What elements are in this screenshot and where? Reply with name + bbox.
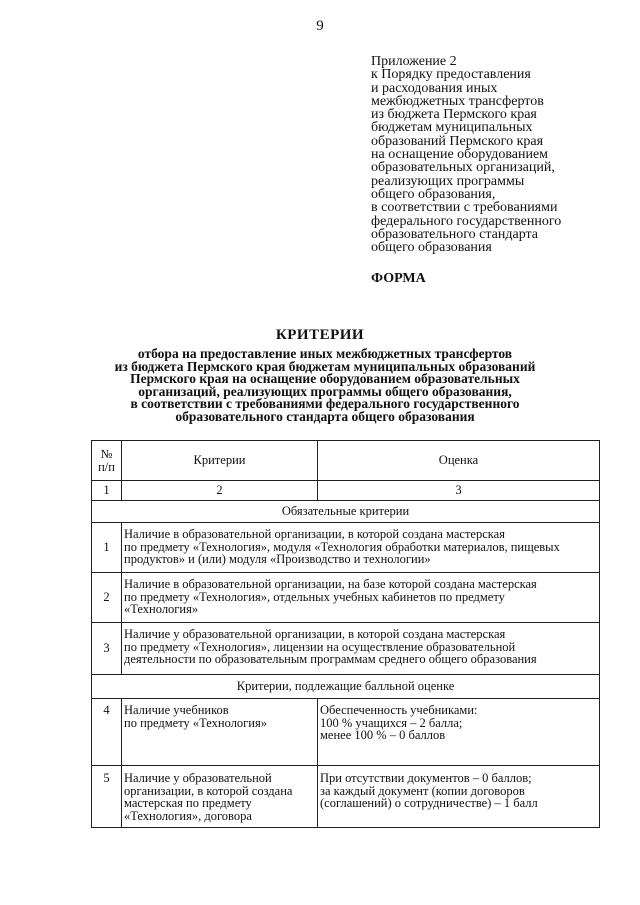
subtitle-line: образовательного стандарта общего образования bbox=[175, 408, 475, 424]
row-number: 2 bbox=[92, 573, 122, 623]
text-line: по предмету «Технология», модуля «Технология обработки материалов, пищевых bbox=[124, 539, 560, 554]
table-row bbox=[92, 523, 600, 573]
appendix-line: в соответствии с требованиями bbox=[371, 200, 558, 216]
appendix-line: общего образования bbox=[371, 240, 492, 256]
appendix-line: бюджетам муниципальных bbox=[371, 120, 533, 136]
text-line: организации, в которой создана bbox=[124, 783, 293, 798]
text-line: Обеспеченность учебниками: bbox=[320, 703, 478, 717]
text-line: продуктов» и (или) модуля «Производство и технологии» bbox=[124, 552, 431, 566]
header-num-cell bbox=[92, 441, 122, 481]
text-line: менее 100 % – 0 баллов bbox=[320, 728, 446, 742]
criteria-text bbox=[122, 699, 318, 766]
row-number: 4 bbox=[92, 699, 122, 766]
appendix-line: на оснащение оборудованием bbox=[371, 147, 549, 163]
appendix-line: межбюджетных трансфертов bbox=[371, 93, 544, 109]
header-score: Оценка bbox=[318, 441, 600, 481]
row-number: 5 bbox=[92, 766, 122, 828]
text-line: по предмету «Технология» bbox=[124, 715, 267, 730]
appendix-line: к Порядку предоставления bbox=[371, 67, 531, 83]
text-line: При отсутствии документов – 0 баллов; bbox=[320, 771, 532, 785]
table-row bbox=[92, 573, 600, 623]
criteria-text bbox=[122, 573, 600, 623]
appendix-line: образований Пермского края bbox=[371, 133, 544, 149]
document-subtitle bbox=[60, 348, 590, 424]
criteria-table bbox=[91, 440, 600, 828]
row-number: 3 bbox=[92, 623, 122, 675]
subtitle-line: в соответствии с требованиями федерального государственного bbox=[130, 396, 520, 412]
text-line: «Технология» bbox=[124, 602, 199, 616]
document-title: КРИТЕРИИ bbox=[275, 327, 365, 343]
subtitle-line: организаций, реализующих программы общего образования, bbox=[138, 383, 512, 399]
form-label: ФОРМА bbox=[371, 271, 426, 286]
index-cell: 2 bbox=[122, 481, 318, 501]
text-line: (соглашений) о сотрудничестве) – 1 балл bbox=[320, 796, 538, 810]
appendix-line: Приложение 2 bbox=[371, 54, 457, 69]
subtitle-line: отбора на предоставление иных межбюджетных трансфертов bbox=[137, 346, 513, 361]
text-line: деятельности по образовательным программам среднего общего образования bbox=[124, 652, 537, 666]
subtitle-line: из бюджета Пермского края бюджетам муниципальных образований bbox=[114, 358, 536, 374]
section-row-mandatory bbox=[92, 501, 600, 523]
appendix-line: федерального государственного bbox=[371, 213, 562, 229]
appendix-line: образовательного стандарта bbox=[371, 226, 539, 242]
subtitle-line: Пермского края на оснащение оборудованием образовательных bbox=[130, 371, 520, 387]
header-num: № bbox=[100, 447, 113, 461]
text-line: Наличие у образовательной организации, в которой создана мастерская bbox=[124, 627, 506, 641]
page-number: 9 bbox=[316, 18, 324, 34]
text-line: Наличие учебников bbox=[124, 703, 229, 717]
table-row bbox=[92, 623, 600, 675]
criteria-text bbox=[122, 523, 600, 573]
header-criteria: Критерии bbox=[122, 441, 318, 481]
appendix-line: и расходования иных bbox=[371, 80, 498, 96]
text-line: за каждый документ (копии договоров bbox=[320, 783, 525, 798]
appendix-note bbox=[371, 55, 621, 254]
table-header-row bbox=[92, 441, 600, 481]
criteria-text bbox=[122, 623, 600, 675]
text-line: по предмету «Технология», отдельных учебных кабинетов по предмету bbox=[124, 589, 505, 604]
row-number: 1 bbox=[92, 523, 122, 573]
score-text bbox=[318, 699, 600, 766]
table-row bbox=[92, 699, 600, 766]
section-heading: Обязательные критерии bbox=[92, 501, 600, 523]
table-row bbox=[92, 766, 600, 828]
criteria-text bbox=[122, 766, 318, 828]
score-text bbox=[318, 766, 600, 828]
appendix-line: из бюджета Пермского края bbox=[371, 107, 537, 123]
section-row-scored bbox=[92, 675, 600, 699]
section-heading: Критерии, подлежащие балльной оценке bbox=[92, 675, 600, 699]
index-cell: 1 bbox=[92, 481, 122, 501]
text-line: «Технология», договора bbox=[124, 808, 252, 823]
appendix-line: образовательных организаций, bbox=[371, 160, 555, 176]
index-cell: 3 bbox=[318, 481, 600, 501]
text-line: мастерская по предмету bbox=[124, 796, 252, 810]
text-line: Наличие у образовательной bbox=[124, 771, 272, 785]
appendix-line: общего образования, bbox=[371, 186, 496, 202]
text-line: Наличие в образовательной организации, в которой создана мастерская bbox=[124, 527, 505, 541]
text-line: по предмету «Технология», лицензии на осуществление образовательной bbox=[124, 639, 516, 654]
appendix-line: реализующих программы bbox=[371, 173, 525, 189]
header-num-sub: п/п bbox=[98, 459, 115, 474]
text-line: 100 % учащихся – 2 балла; bbox=[320, 715, 463, 730]
column-index-row bbox=[92, 481, 600, 501]
text-line: Наличие в образовательной организации, на базе которой создана мастерская bbox=[124, 577, 537, 591]
